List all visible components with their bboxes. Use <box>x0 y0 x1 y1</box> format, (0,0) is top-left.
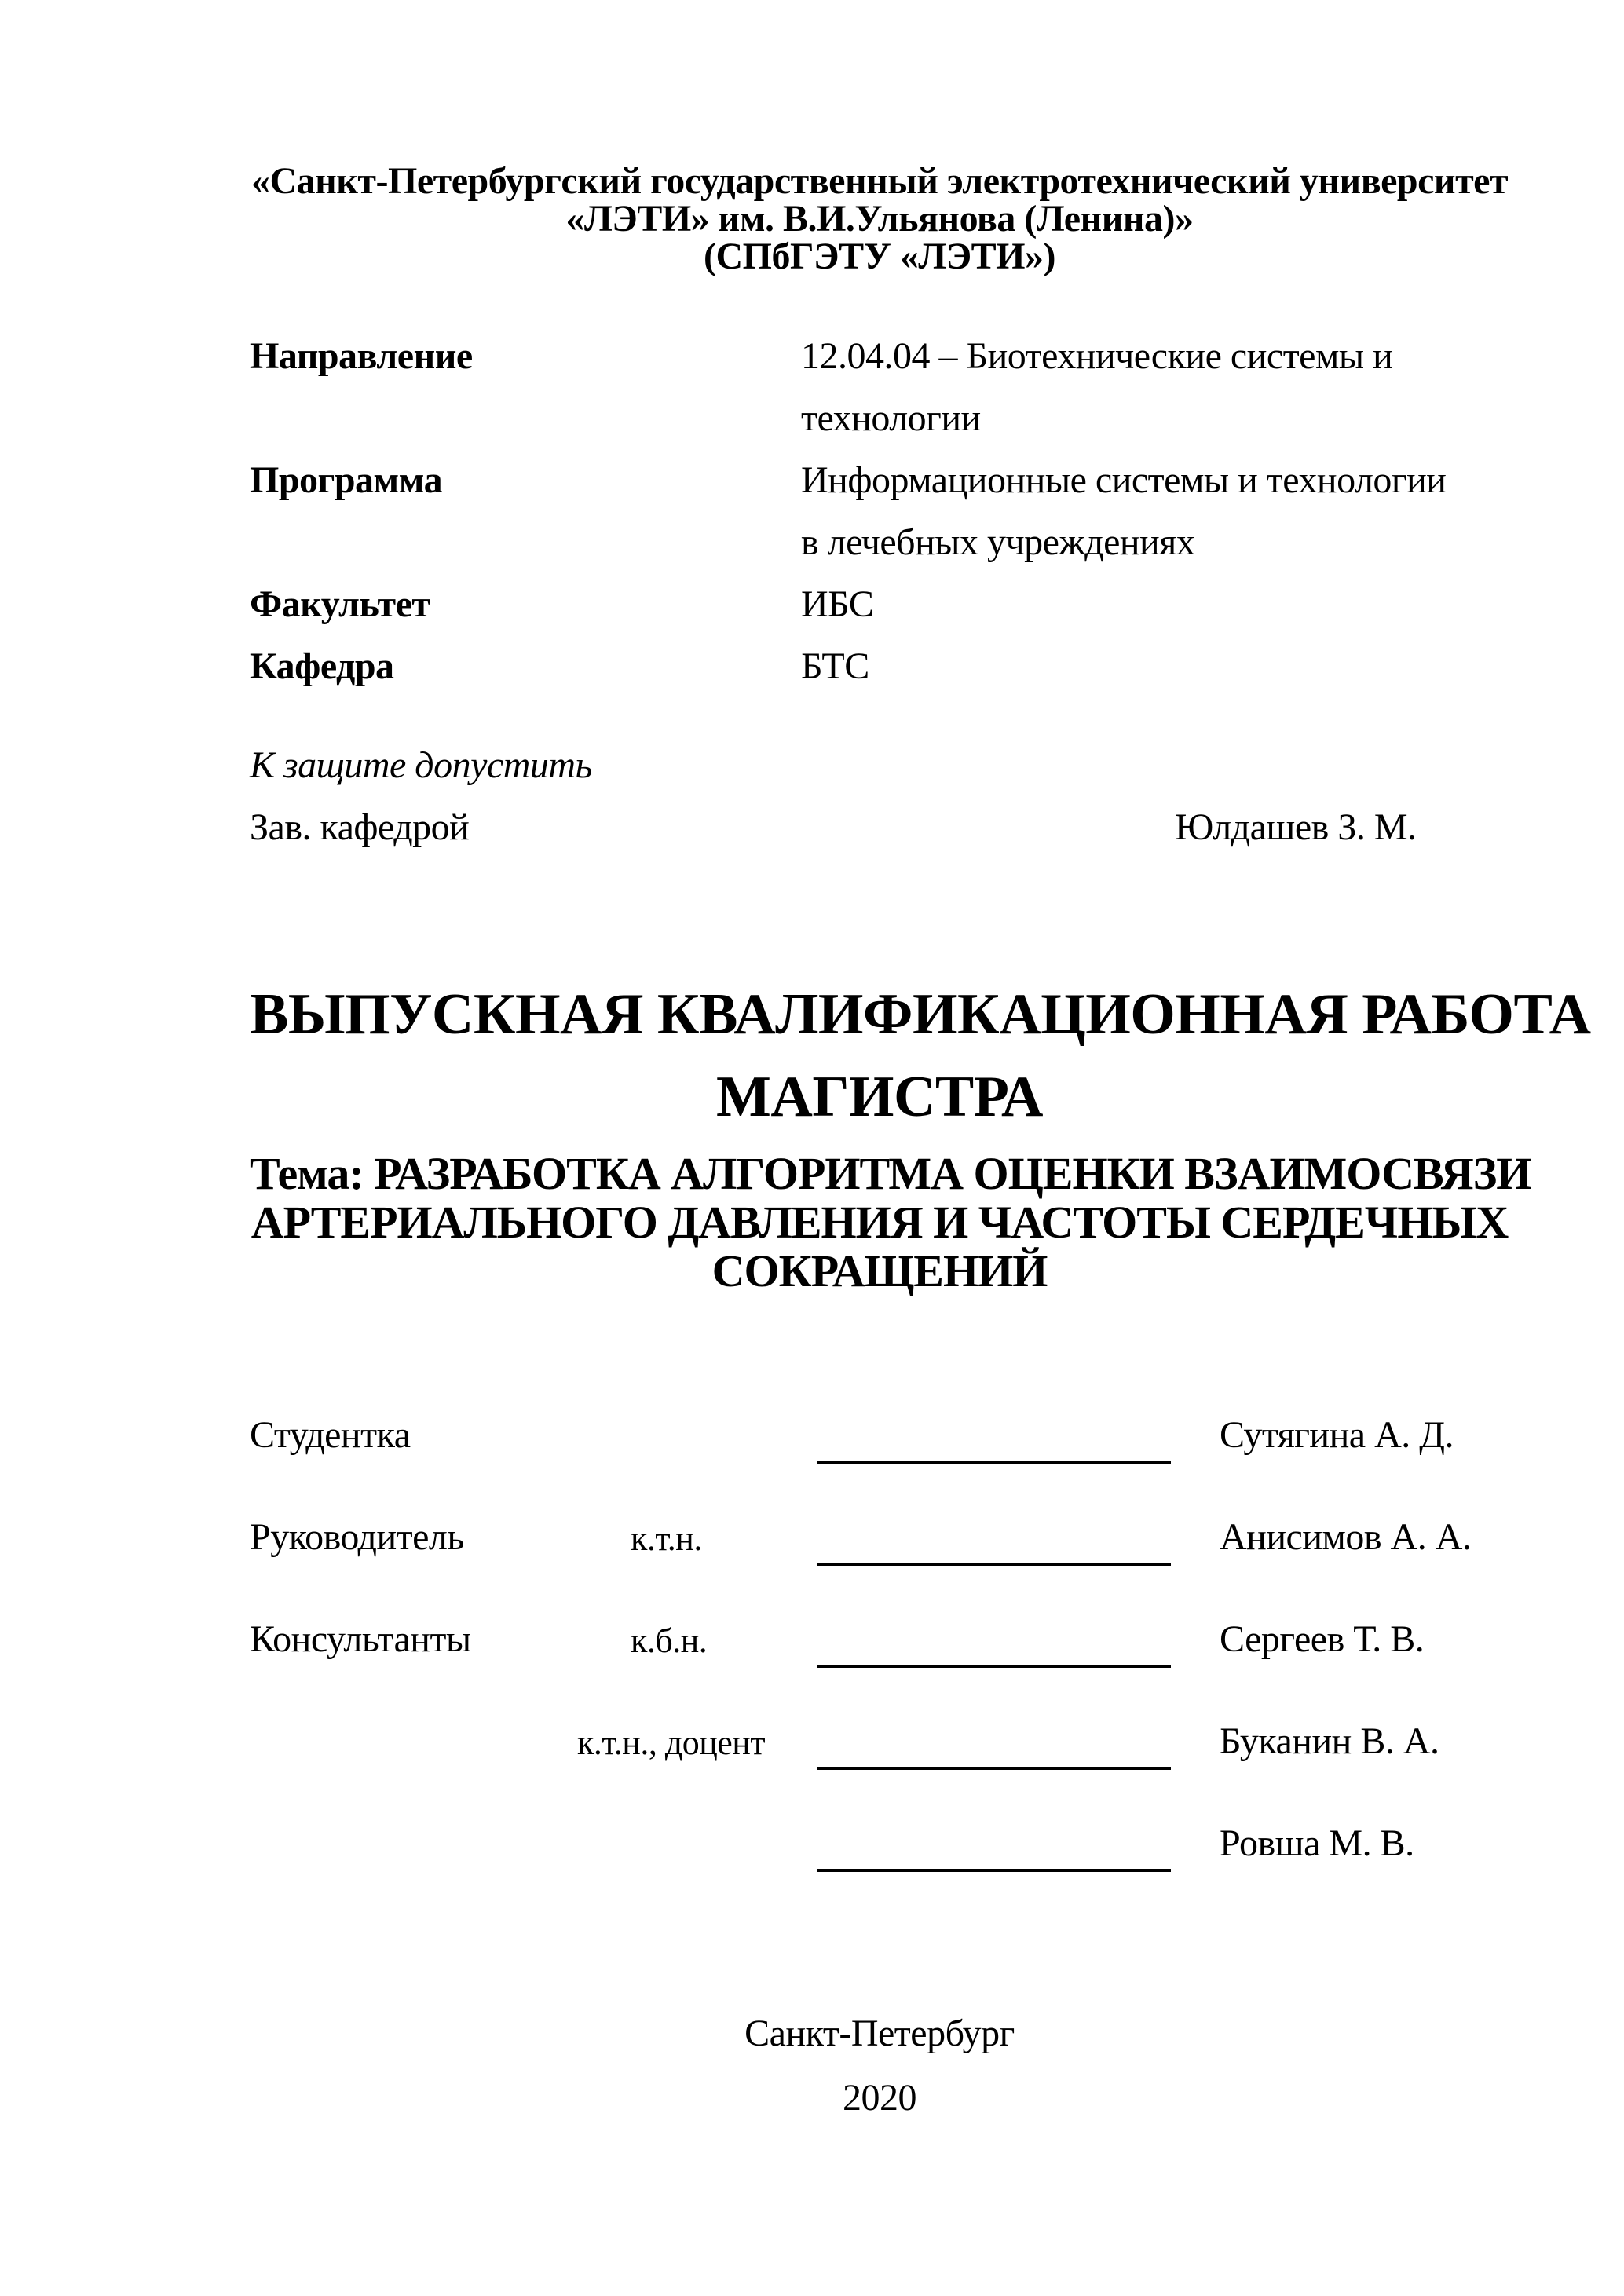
university-name-line1: «Санкт-Петербургский государственный электротехнический университет <box>251 160 1509 202</box>
admission-permit-line: К защите допустить <box>250 744 592 786</box>
student-role-label: Студентка <box>250 1414 411 1456</box>
program-value-line2: в лечебных учреждениях <box>801 521 1195 563</box>
field-row-department <box>250 635 1509 697</box>
signature-row-consultant-2 <box>250 1720 1509 1825</box>
program-value-line1: Информационные системы и технологии <box>801 459 1447 501</box>
theme-line2: АРТЕРИАЛЬНОГО ДАВЛЕНИЯ И ЧАСТОТЫ СЕРДЕЧНЫХ <box>251 1197 1509 1248</box>
consultant-3-name: Ровша М. В. <box>1220 1823 1414 1864</box>
footer-city: Санкт-Петербург <box>744 2013 1015 2054</box>
signature-line <box>817 1825 1171 1872</box>
department-value: БТС <box>801 645 869 687</box>
field-row-program <box>250 449 1509 573</box>
supervisor-role-label: Руководитель <box>250 1516 464 1558</box>
faculty-value: ИБС <box>801 583 874 625</box>
footer-year: 2020 <box>843 2077 916 2119</box>
footer-block <box>250 2002 1509 2130</box>
department-label: Кафедра <box>250 645 394 687</box>
signature-row-consultant-1 <box>250 1618 1509 1723</box>
university-abbreviation: (СПбГЭТУ «ЛЭТИ») <box>704 236 1055 277</box>
consultant-2-name: Буканин В. А. <box>1220 1720 1439 1762</box>
program-label: Программа <box>250 459 443 501</box>
signature-row-supervisor <box>250 1516 1509 1621</box>
work-title-line1: ВЫПУСКНАЯ КВАЛИФИКАЦИОННАЯ РАБОТА <box>250 982 1591 1047</box>
theme-line1: Тема: РАЗРАБОТКА АЛГОРИТМА ОЦЕНКИ ВЗАИМОСВЯЗИ <box>250 1148 1531 1199</box>
signature-row-consultant-3 <box>250 1825 1509 1927</box>
program-fields <box>250 325 1509 697</box>
university-header <box>250 160 1509 277</box>
consultant-2-degree-label: к.т.н., доцент <box>577 1724 766 1762</box>
supervisor-degree-label: к.т.н. <box>631 1519 702 1558</box>
admission-signature-row <box>250 796 1509 858</box>
university-name-line2: «ЛЭТИ» им. В.И.Ульянова (Ленина)» <box>565 198 1194 239</box>
signature-line <box>817 1417 1171 1464</box>
theme-line3: СОКРАЩЕНИЙ <box>711 1245 1048 1296</box>
signature-line <box>817 1723 1171 1770</box>
signatures-block <box>250 1414 1509 1927</box>
consultants-role-label: Консультанты <box>250 1618 471 1660</box>
work-title <box>250 974 1591 1139</box>
admission-block <box>250 734 1509 858</box>
student-name: Сутягина А. Д. <box>1220 1414 1454 1456</box>
signature-row-student <box>250 1414 1509 1519</box>
direction-label: Направление <box>250 335 473 377</box>
head-of-department-label: Зав. кафедрой <box>250 806 470 848</box>
supervisor-name: Анисимов А. А. <box>1220 1516 1472 1558</box>
consultant-1-name: Сергеев Т. В. <box>1220 1618 1425 1660</box>
signature-line <box>817 1519 1171 1566</box>
head-of-department-name: Юлдашев З. М. <box>1175 806 1417 848</box>
field-row-faculty <box>250 573 1509 635</box>
field-row-direction <box>250 325 1509 449</box>
faculty-label: Факультет <box>250 583 430 625</box>
program-value <box>801 449 1509 573</box>
signature-line <box>817 1621 1171 1668</box>
consultant-1-degree-label: к.б.н. <box>631 1621 708 1660</box>
theme-block <box>250 1148 1531 1296</box>
work-title-line2: МАГИСТРА <box>716 1065 1043 1129</box>
direction-value <box>801 325 1509 449</box>
direction-value-line2: технологии <box>801 397 981 439</box>
direction-value-line1: 12.04.04 – Биотехнические системы и <box>801 335 1393 377</box>
